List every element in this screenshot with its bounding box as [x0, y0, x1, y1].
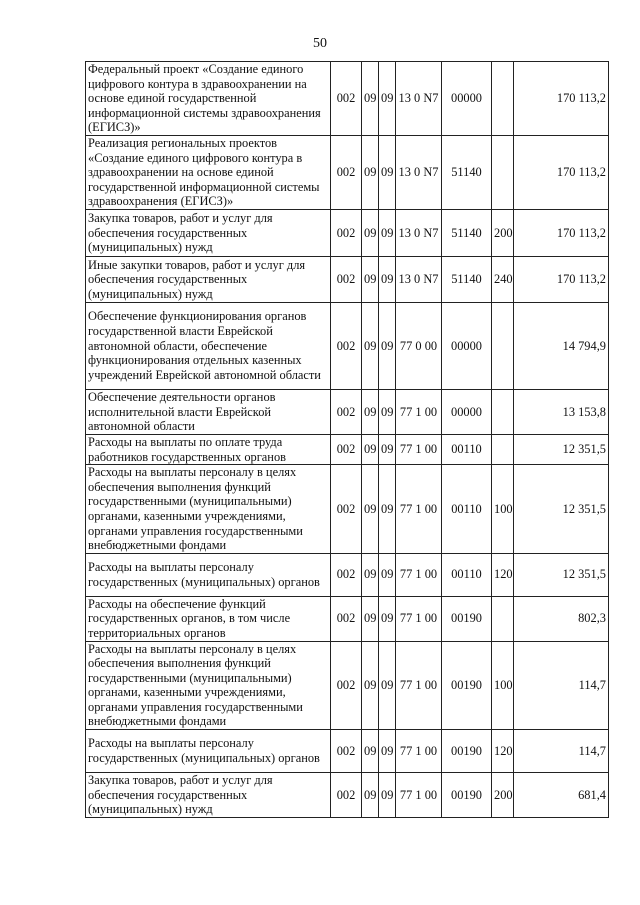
subsection-code: 09: [379, 136, 396, 210]
expense-type-code: [492, 596, 514, 641]
table-row: [86, 596, 609, 641]
subsection-code: 09: [379, 389, 396, 434]
table-row: [86, 730, 609, 773]
amount: 170 113,2: [514, 62, 609, 136]
ministry-code: 002: [331, 434, 362, 464]
row-name: Расходы на выплаты персоналу государственных (муниципальных) органов: [86, 553, 331, 596]
table-row: [86, 389, 609, 434]
program-code: 77 1 00: [396, 465, 442, 554]
expense-type-code: 100: [492, 641, 514, 730]
ministry-code: 002: [331, 136, 362, 210]
amount: 13 153,8: [514, 389, 609, 434]
subsection-code: 09: [379, 465, 396, 554]
row-name: Расходы на обеспечение функций государственных органов, в том числе территориальных органов: [86, 596, 331, 641]
amount: 802,3: [514, 596, 609, 641]
ministry-code: 002: [331, 62, 362, 136]
expense-type-code: 120: [492, 730, 514, 773]
row-name: Расходы на выплаты по оплате труда работников государственных органов: [86, 434, 331, 464]
direction-code: 00190: [442, 596, 492, 641]
subsection-code: 09: [379, 730, 396, 773]
table-row: [86, 465, 609, 554]
table-row: [86, 434, 609, 464]
row-name: Закупка товаров, работ и услуг для обеспечения государственных (муниципальных) нужд: [86, 773, 331, 818]
row-name: Расходы на выплаты персоналу государственных (муниципальных) органов: [86, 730, 331, 773]
direction-code: 00110: [442, 553, 492, 596]
ministry-code: 002: [331, 256, 362, 302]
direction-code: 51140: [442, 136, 492, 210]
table-row: [86, 302, 609, 389]
subsection-code: 09: [379, 209, 396, 256]
ministry-code: 002: [331, 641, 362, 730]
subsection-code: 09: [379, 62, 396, 136]
table-row: [86, 553, 609, 596]
table-row: [86, 62, 609, 136]
program-code: 77 1 00: [396, 596, 442, 641]
section-code: 09: [362, 434, 379, 464]
expense-type-code: 240: [492, 256, 514, 302]
program-code: 77 0 00: [396, 302, 442, 389]
amount: 114,7: [514, 730, 609, 773]
row-name: Расходы на выплаты персоналу в целях обеспечения выполнения функций государственными (муниципальными) органами, казенными учреждениями, органами управления государственными внебюджетными фондами: [86, 641, 331, 730]
program-code: 77 1 00: [396, 553, 442, 596]
subsection-code: 09: [379, 553, 396, 596]
ministry-code: 002: [331, 209, 362, 256]
program-code: 77 1 00: [396, 773, 442, 818]
section-code: 09: [362, 389, 379, 434]
row-name: Иные закупки товаров, работ и услуг для обеспечения государственных (муниципальных) нужд: [86, 256, 331, 302]
program-code: 77 1 00: [396, 641, 442, 730]
ministry-code: 002: [331, 553, 362, 596]
section-code: 09: [362, 730, 379, 773]
subsection-code: 09: [379, 641, 396, 730]
section-code: 09: [362, 773, 379, 818]
row-name: Реализация региональных проектов «Создание единого цифрового контура в здравоохранении на основе единой государственной информационной системы здравоохранения (ЕГИСЗ)»: [86, 136, 331, 210]
amount: 114,7: [514, 641, 609, 730]
direction-code: 00000: [442, 389, 492, 434]
direction-code: 51140: [442, 256, 492, 302]
expense-type-code: 100: [492, 465, 514, 554]
direction-code: 00110: [442, 465, 492, 554]
section-code: 09: [362, 209, 379, 256]
ministry-code: 002: [331, 596, 362, 641]
program-code: 77 1 00: [396, 730, 442, 773]
subsection-code: 09: [379, 302, 396, 389]
direction-code: 00190: [442, 773, 492, 818]
expense-type-code: 120: [492, 553, 514, 596]
budget-table: [85, 61, 609, 818]
section-code: 09: [362, 596, 379, 641]
expense-type-code: [492, 302, 514, 389]
row-name: Закупка товаров, работ и услуг для обеспечения государственных (муниципальных) нужд: [86, 209, 331, 256]
subsection-code: 09: [379, 256, 396, 302]
direction-code: 00000: [442, 302, 492, 389]
amount: 12 351,5: [514, 553, 609, 596]
direction-code: 00110: [442, 434, 492, 464]
program-code: 77 1 00: [396, 389, 442, 434]
program-code: 13 0 N7: [396, 209, 442, 256]
ministry-code: 002: [331, 773, 362, 818]
amount: 12 351,5: [514, 434, 609, 464]
ministry-code: 002: [331, 465, 362, 554]
table-row: [86, 641, 609, 730]
expense-type-code: [492, 389, 514, 434]
row-name: Обеспечение функционирования органов государственной власти Еврейской автономной области, обеспечение функционирования отдельных казенных учреждений Еврейской автономной области: [86, 302, 331, 389]
row-name: Федеральный проект «Создание единого цифрового контура в здравоохранении на основе единой государственной информационной системы здравоохранения (ЕГИСЗ)»: [86, 62, 331, 136]
expense-type-code: [492, 136, 514, 210]
ministry-code: 002: [331, 302, 362, 389]
row-name: Расходы на выплаты персоналу в целях обеспечения выполнения функций государственными (муниципальными) органами, казенными учреждениями, органами управления государственными внебюджетными фондами: [86, 465, 331, 554]
program-code: 13 0 N7: [396, 256, 442, 302]
expense-type-code: [492, 62, 514, 136]
section-code: 09: [362, 641, 379, 730]
amount: 170 113,2: [514, 209, 609, 256]
table-row: [86, 136, 609, 210]
direction-code: 00000: [442, 62, 492, 136]
amount: 170 113,2: [514, 256, 609, 302]
program-code: 77 1 00: [396, 434, 442, 464]
amount: 12 351,5: [514, 465, 609, 554]
amount: 681,4: [514, 773, 609, 818]
amount: 14 794,9: [514, 302, 609, 389]
section-code: 09: [362, 62, 379, 136]
subsection-code: 09: [379, 596, 396, 641]
subsection-code: 09: [379, 434, 396, 464]
page-number: 50: [313, 36, 327, 51]
section-code: 09: [362, 302, 379, 389]
expense-type-code: 200: [492, 773, 514, 818]
section-code: 09: [362, 465, 379, 554]
table-row: [86, 256, 609, 302]
direction-code: 00190: [442, 730, 492, 773]
table-row: [86, 209, 609, 256]
budget-table-body: [86, 62, 609, 818]
expense-type-code: 200: [492, 209, 514, 256]
subsection-code: 09: [379, 773, 396, 818]
program-code: 13 0 N7: [396, 62, 442, 136]
expense-type-code: [492, 434, 514, 464]
section-code: 09: [362, 136, 379, 210]
row-name: Обеспечение деятельности органов исполнительной власти Еврейской автономной области: [86, 389, 331, 434]
table-row: [86, 773, 609, 818]
amount: 170 113,2: [514, 136, 609, 210]
ministry-code: 002: [331, 730, 362, 773]
section-code: 09: [362, 553, 379, 596]
direction-code: 00190: [442, 641, 492, 730]
ministry-code: 002: [331, 389, 362, 434]
section-code: 09: [362, 256, 379, 302]
program-code: 13 0 N7: [396, 136, 442, 210]
direction-code: 51140: [442, 209, 492, 256]
